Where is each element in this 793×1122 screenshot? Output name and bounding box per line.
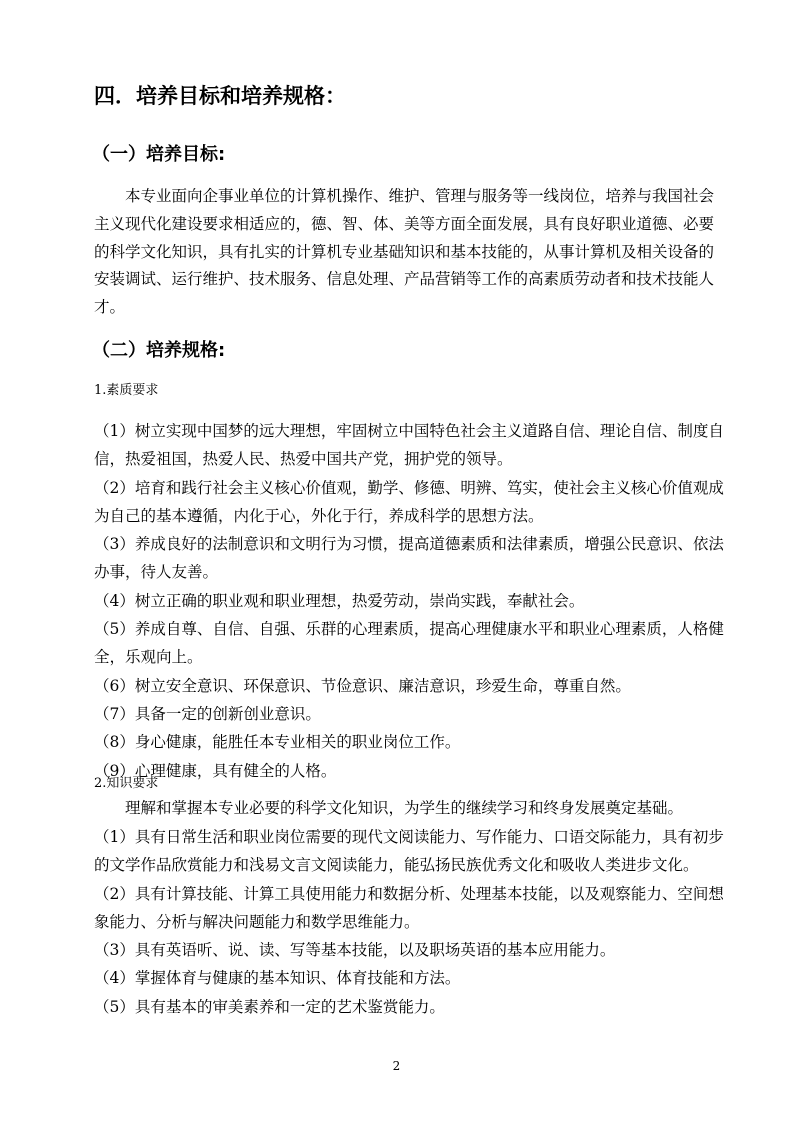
list-item: （3）具有英语听、说、读、写等基本技能，以及职场英语的基本应用能力。 (94, 941, 616, 960)
list-item: （4）树立正确的职业观和职业理想，热爱劳动，崇尚实践，奉献社会。 (94, 591, 585, 610)
list-item: （5）养成自尊、自信、自强、乐群的心理素质，提高心理健康水平和职业心理素质，人格健全，乐观向上。 (94, 620, 724, 667)
list-item: （6）树立安全意识、环保意识、节俭意识、廉洁意识，珍爱生命，尊重自然。 (94, 676, 631, 695)
section-title: 四．培养目标和培养规格： (94, 84, 346, 108)
quality-label: 1.素质要求 (94, 383, 159, 398)
goals-heading: （一）培养目标: (92, 144, 226, 165)
specs-heading: （二）培养规格: (92, 340, 226, 361)
list-item: （8）身心健康，能胜任本专业相关的职业岗位工作。 (94, 733, 461, 752)
list-item: （9）心理健康，具有健全的人格。 (94, 761, 337, 780)
list-item: （4）掌握体育与健康的基本知识、体育技能和方法。 (94, 969, 461, 988)
list-item: （3）养成良好的法制意识和文明行为习惯，提高道德素质和法律素质，增强公民意识、依法办事，待人友善。 (94, 535, 724, 582)
list-item: （2）培育和践行社会主义核心价值观，勤学、修德、明辨、笃实，使社会主义核心价值观成为自己的基本遵循，内化于心，外化于行，养成科学的思想方法。 (94, 478, 724, 525)
knowledge-list (94, 823, 726, 1021)
list-item: （2）具有计算技能、计算工具使用能力和数据分析、处理基本技能，以及观察能力、空间想象能力、分析与解决问题能力和数学思维能力。 (94, 884, 724, 931)
list-item: （1）树立实现中国梦的远大理想，牢固树立中国特色社会主义道路自信、理论自信、制度自信，热爱祖国，热爱人民、热爱中国共产党，拥护党的领导。 (94, 422, 724, 469)
list-item: （5）具有基本的审美素养和一定的艺术鉴赏能力。 (94, 997, 445, 1016)
list-item: （7）具备一定的创新创业意识。 (94, 704, 321, 723)
knowledge-intro: 理解和掌握本专业必要的科学文化知识，为学生的继续学习和终身发展奠定基础。 (125, 799, 684, 817)
page-number: 2 (392, 1059, 401, 1073)
list-item: （1）具有日常生活和职业岗位需要的现代文阅读能力、写作能力、口语交际能力，具有初步的文学作品欣赏能力和浅易文言文阅读能力，能弘扬民族优秀文化和吸收人类进步文化。 (94, 828, 724, 875)
knowledge-label: 2.知识要求 (94, 776, 159, 791)
goals-paragraph: 本专业面向企事业单位的计算机操作、维护、管理与服务等一线岗位，培养与我国社会主义现代化建设要求相适应的，德、智、体、美等方面全面发展，具有良好职业道德、必要的科学文化知识，具有扎实的计算机专业基础知识和基本技能的，从事计算机及相关设备的安装调试、运行维护、技术服务、信息处理、产品营销等工作的高素质劳动者和技术技能人才。 (94, 187, 715, 317)
quality-list (94, 417, 726, 785)
